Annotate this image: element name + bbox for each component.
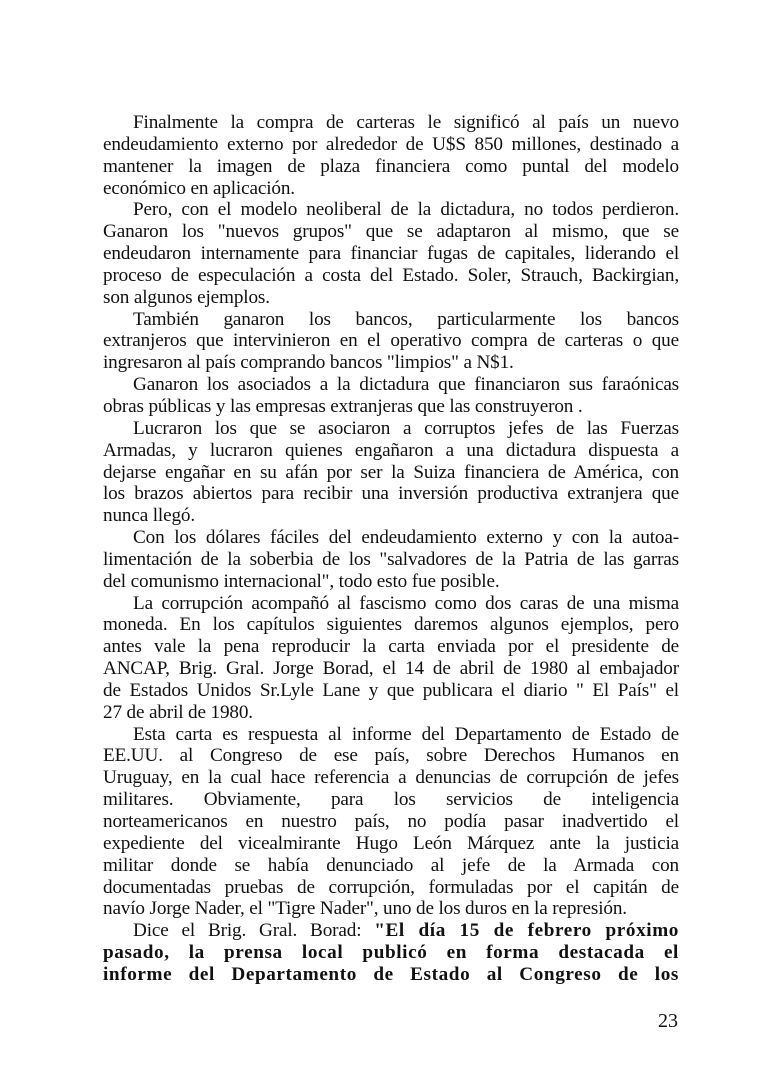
paragraph-line: mantener la imagen de plaza financiera como puntal del modelo — [103, 155, 679, 177]
final-paragraph — [103, 920, 679, 986]
paragraph-line: militar donde se había denunciado al jefe de la Armada con — [103, 854, 679, 876]
paragraph-line: Finalmente la compra de carteras le significó al país un nuevo — [133, 112, 679, 133]
paragraph-line: También ganaron los bancos, particularmente los bancos — [133, 308, 679, 330]
paragraph-line: Uruguay, en la cual hace referencia a denuncias de corrupción de jefes — [103, 767, 679, 789]
paragraph-line: documentadas pruebas de corrupción, formuladas por el capitán de — [103, 876, 679, 898]
body-paragraphs — [103, 112, 679, 920]
paragraph-line: norteamericanos en nuestro país, no podía pasar inadvertido el — [103, 811, 679, 832]
paragraph — [103, 527, 679, 593]
paragraph — [103, 724, 679, 921]
paragraph-line: antes vale la pena reproducir la carta enviada por el presidente de — [103, 636, 679, 658]
page-body — [103, 112, 679, 986]
paragraph-line: dejarse engañar en su afán por ser la Suiza financiera de América, con — [103, 461, 679, 483]
paragraph-line: endeudaron internamente para financiar fugas de capitales, liderando el — [103, 243, 679, 265]
paragraph-line: Ganaron los "nuevos grupos" que se adaptaron al mismo, que se — [103, 221, 679, 243]
paragraph-line: económico en aplicación. — [103, 177, 295, 199]
paragraph-line: nunca llegó. — [103, 505, 195, 527]
paragraph-line: de Estados Unidos Sr.Lyle Lane y que publicara el diario " El País" el — [103, 679, 679, 701]
paragraph-line: La corrupción acompañó al fascismo como dos caras de una misma — [133, 592, 679, 614]
paragraph-line: navío Jorge Nader, el "Tigre Nader", uno de los duros en la represión. — [103, 898, 627, 920]
paragraph-line: ANCAP, Brig. Gral. Jorge Borad, el 14 de abril de 1980 al embajador — [103, 658, 679, 680]
paragraph — [103, 374, 679, 418]
paragraph-line: Con los dólares fáciles del endeudamiento externo y con la autoa- — [133, 527, 679, 549]
quote-line: informe del Departamento de Estado al Congreso de los — [103, 963, 679, 985]
paragraph-line: los brazos abiertos para recibir una inversión productiva extranjera que — [103, 483, 679, 505]
quote-intro: Dice el Brig. Gral. Borad: — [133, 920, 375, 942]
paragraph-line: expediente del vicealmirante Hugo León Márquez ante la justicia — [103, 832, 679, 854]
paragraph-line: Pero, con el modelo neoliberal de la dictadura, no todos perdieron. — [133, 199, 679, 221]
paragraph-line: endeudamiento externo por alrededor de U$S 850 millones, destinado a — [103, 133, 679, 155]
paragraph-line: son algunos ejemplos. — [103, 286, 270, 308]
paragraph-line: del comunismo internacional", todo esto fue posible. — [103, 570, 500, 592]
paragraph-line: militares. Obviamente, para los servicios de inteligencia — [103, 789, 679, 811]
paragraph-line: Lucraron los que se asociaron a corruptos jefes de las Fuerzas — [133, 417, 679, 439]
paragraph — [103, 593, 679, 724]
paragraph-line: extranjeros que intervinieron en el operativo compra de carteras o que — [103, 330, 679, 352]
paragraph-line: Ganaron los asociados a la dictadura que financiaron sus faraónicas — [133, 374, 679, 396]
paragraph-line: moneda. En los capítulos siguientes daremos algunos ejemplos, pero — [103, 614, 679, 636]
paragraph-line: Armadas, y lucraron quienes engañaron a una dictadura dispuesta a — [103, 439, 679, 461]
quote-bold-text: "El día 15 de febrero próximo — [374, 920, 679, 942]
paragraph — [103, 199, 679, 308]
quote-line: pasado, la prensa local publicó en forma destacada el — [103, 942, 679, 964]
paragraph-line — [103, 920, 679, 942]
page-number: 23 — [658, 1010, 678, 1032]
paragraph-line: proceso de especulación a costa del Estado. Soler, Strauch, Backirgian, — [103, 264, 679, 286]
paragraph-line: 27 de abril de 1980. — [103, 701, 253, 723]
paragraph-line: limentación de la soberbia de los "salvadores de la Patria de las garras — [103, 548, 679, 570]
paragraph-line: ingresaron al país comprando bancos "limpios" a N$1. — [103, 352, 514, 374]
paragraph-line: EE.UU. al Congreso de ese país, sobre Derechos Humanos en — [103, 745, 679, 767]
paragraph — [103, 418, 679, 527]
paragraph-line: Esta carta es respuesta al informe del Departamento de Estado de — [133, 723, 679, 745]
paragraph — [103, 112, 679, 199]
paragraph-line: obras públicas y las empresas extranjeras que las construyeron . — [103, 395, 583, 417]
paragraph — [103, 309, 679, 375]
